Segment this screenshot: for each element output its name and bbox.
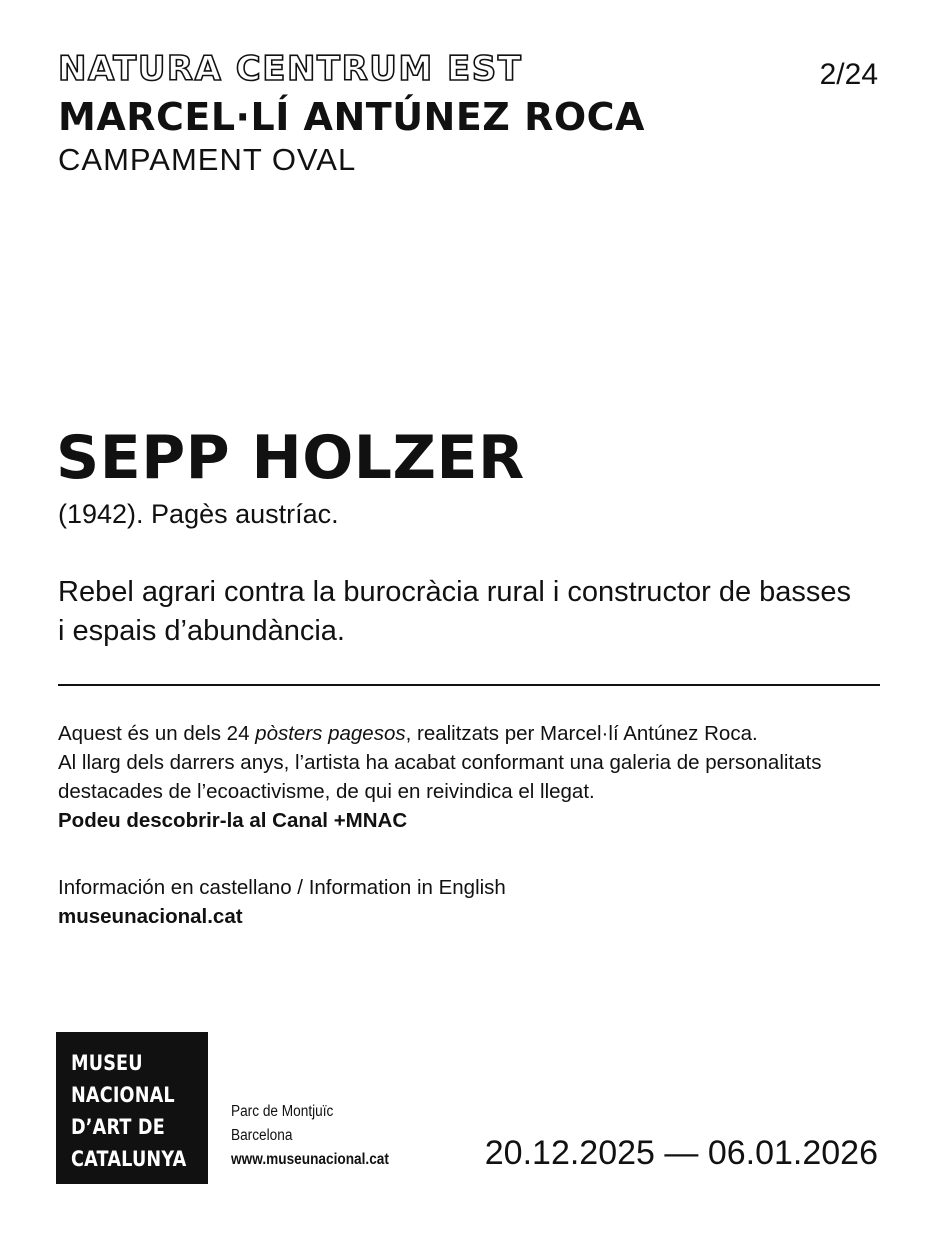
info-line-1 (58, 719, 888, 748)
museum-logo (56, 1032, 208, 1184)
logo-line-4: CATALUNYA (71, 1147, 187, 1172)
subject-dates: (1942). Pagès austríac. (58, 499, 339, 529)
info-line-2: Al llarg dels darrers anys, l’artista ha acabat conformant una galeria de personalitats destacades de l’ecoactivisme, de qui en reivindica el llegat. (58, 751, 822, 803)
page-counter: 2/24 (819, 58, 878, 91)
subject-name: SEPP HOLZER (56, 423, 525, 493)
logo-line-1: MUSEU (71, 1051, 143, 1076)
language-url[interactable]: museunacional.cat (58, 905, 243, 928)
language-block (58, 873, 506, 931)
language-label: Información en castellano / Information in English (58, 876, 506, 899)
canal-mnac-text: Podeu descobrir-la al Canal +MNAC (58, 809, 408, 832)
address-line-2: Barcelona (231, 1127, 293, 1144)
info-line-1-start: Aquest és un dels 24 (58, 722, 256, 745)
address-line-1: Parc de Montjuïc (231, 1103, 334, 1120)
exhibit-name: CAMPAMENT OVAL (58, 142, 357, 177)
divider (58, 684, 880, 686)
logo-line-2: NACIONAL (71, 1083, 175, 1108)
subject-description: Rebel agrari contra la burocràcia rural i constructor de basses i espais d’abundància. (58, 576, 852, 647)
series-title: NATURA CENTRUM EST (58, 49, 523, 89)
date-range: 20.12.2025 — 06.01.2026 (484, 1134, 878, 1172)
info-line-1-italic: pòsters pagesos (255, 722, 406, 745)
address-block (231, 1100, 410, 1172)
info-block (58, 719, 888, 835)
info-line-1-end: , realitzats per Marcel·lí Antúnez Roca. (405, 722, 758, 745)
logo-line-3: D’ART DE (71, 1115, 165, 1140)
artist-name: MARCEL·LÍ ANTÚNEZ ROCA (58, 95, 645, 139)
address-url[interactable]: www.museunacional.cat (231, 1151, 389, 1168)
